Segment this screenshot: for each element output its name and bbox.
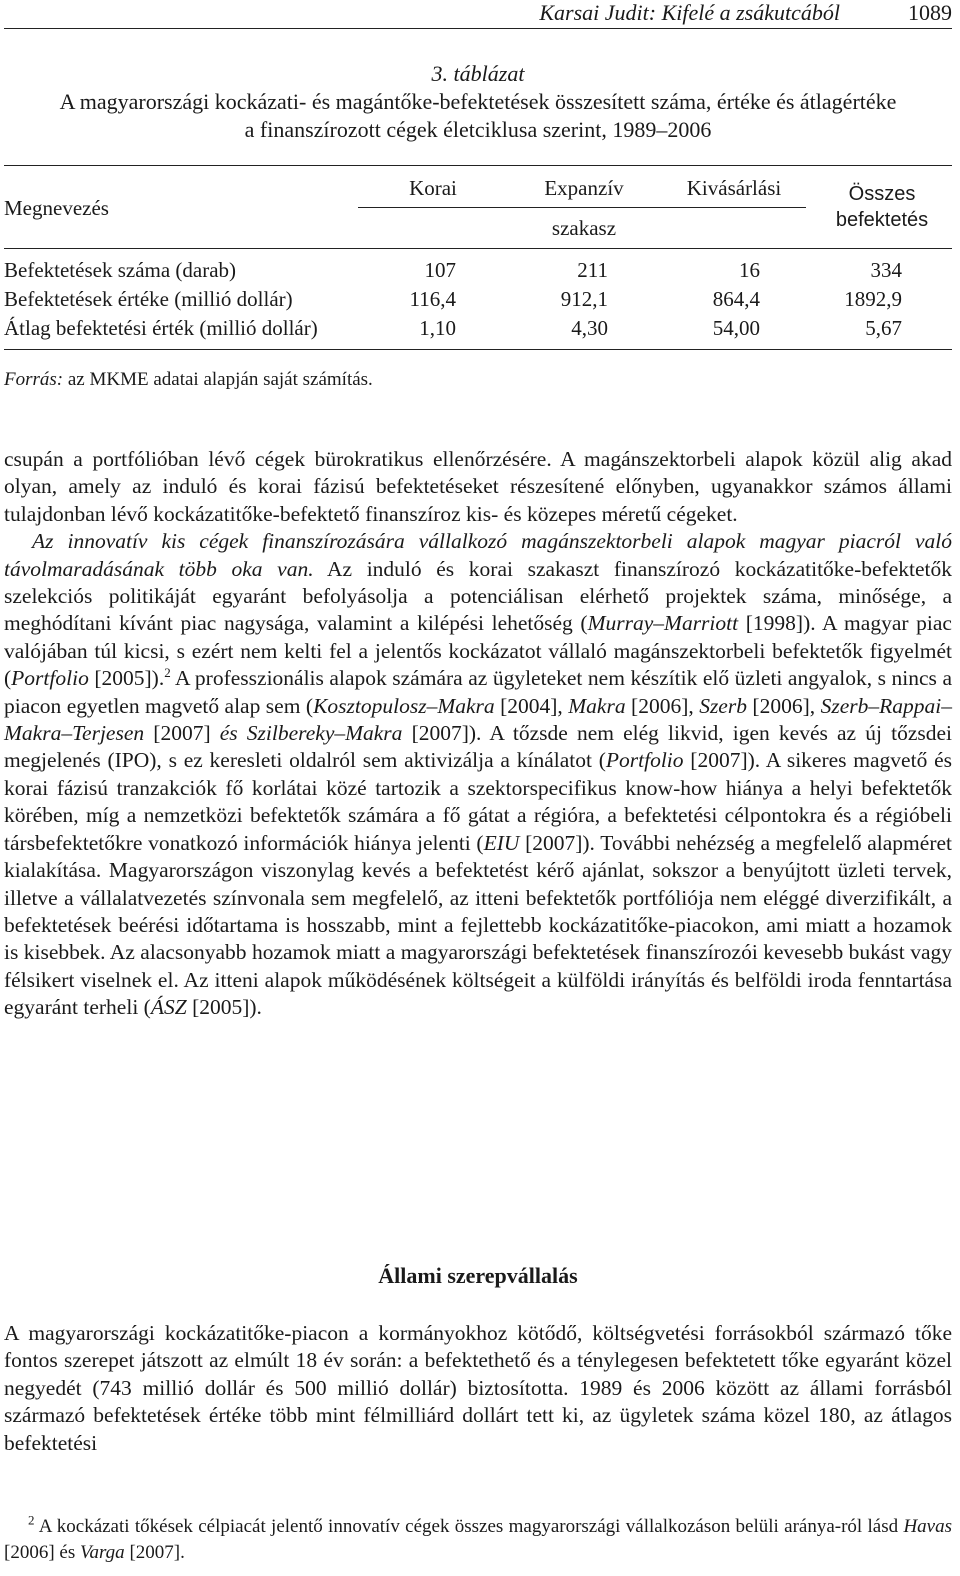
header-stage: szakasz bbox=[551, 216, 617, 240]
row-1-early: 107 bbox=[424, 258, 456, 282]
table-caption bbox=[4, 60, 952, 144]
paragraph-2-text: [2005]). bbox=[88, 666, 165, 691]
row-3-buyout: 54,00 bbox=[712, 316, 760, 340]
footnote-reference: 2 bbox=[164, 665, 171, 681]
row-3-total: 5,67 bbox=[865, 316, 902, 340]
row-1-expansion: 211 bbox=[577, 258, 608, 282]
row-1-label: Befektetések száma (darab) bbox=[4, 258, 237, 282]
page-number: 1089 bbox=[908, 0, 952, 25]
citation: Havas bbox=[903, 1516, 952, 1537]
header-expansion: Expanzív bbox=[544, 176, 624, 200]
row-3-early: 1,10 bbox=[419, 316, 456, 340]
header-early: Korai bbox=[409, 176, 457, 200]
row-3-expansion: 4,30 bbox=[571, 316, 608, 340]
row-1-total: 334 bbox=[870, 258, 902, 282]
row-2-total: 1892,9 bbox=[844, 287, 902, 311]
paragraph-2-text: [2007] bbox=[144, 721, 220, 746]
paragraph-2-text: [2004], bbox=[494, 693, 569, 718]
paragraph-2-text: [2005]). bbox=[186, 995, 262, 1020]
paragraph-2-text: [2007]). A sikeres magvető és korai fázisú tranzakciók fő korlátai közé tartozik a szektorspecifikus know-how hiánya a helyi befektetők körében, míg a nemzetközi befektetők számára a fő gátat a régióra, a befektetési célpontokra és a régióbeli társbefektetőkre vonatkozó információk hiánya jelenti ( bbox=[4, 748, 952, 855]
row-2-label: Befektetések értéke (millió dollár) bbox=[4, 287, 293, 311]
citation: Szerb–Rappai–Makra–Terjesen bbox=[4, 693, 952, 746]
paragraph-2 bbox=[4, 528, 952, 1021]
section-text bbox=[4, 1320, 952, 1457]
footnote-text bbox=[4, 1514, 952, 1566]
section-heading: Állami szerepvállalás bbox=[378, 1263, 578, 1288]
paragraph-2-text: Az induló és korai szakaszt finanszírozó kockázatitőke-befektetők szelekciós politikáját egyaránt befolyásolja a potenciálisan elérhető projektek száma, minősége, a meghódítani kívánt piac nagysága, valamint a kilépési lehetőség ( bbox=[4, 556, 952, 636]
row-3-label: Átlag befektetési érték (millió dollár) bbox=[4, 316, 318, 340]
paragraph-2-text: [1998]). A magyar piac valójában túl kicsi, s ezért nem kelti fel a jelentős kockázatot vállaló magánszektorbeli befektetők figyelmét ( bbox=[4, 611, 952, 691]
citation: Makra bbox=[568, 693, 626, 718]
paragraph-2-text: [2006], bbox=[625, 693, 700, 718]
header-total-line-1: Összes bbox=[848, 183, 916, 205]
running-title: Karsai Judit: Kifelé a zsákutcából bbox=[539, 0, 840, 25]
paragraph-2-text: [2007]). További nehézség a megfelelő alapméret kialakítása. Magyarországon viszonylag kevés a befektetést kérő ajánlat, sokszor a benyújtott üzleti tervek, illetve a vállalatvezetés színvonala sem megfelelő, az itteni befektetők portfóliója nem eléggé diverzifikált, a befektetések beérési időtartama is hosszabb, mint a fejlettebb kockázatitőke-piacokon, ami miatt a hozamok is kisebbek. Az alacsonyabb hozamok miatt a magyarországi befektetések finanszírozói kevesebb bukást vagy félsikert viselnek el. Az itteni alapok működésének költségeit a külföldi irányítás és belföldi iroda fenntartása egyaránt terheli ( bbox=[4, 830, 953, 1020]
paragraph-2-text: [2007]). A tőzsde nem elég likvid, igen kevés az új tőzsdei megjelenés (IPO), s ez keresleti oldalról sem aktivizálja a kínálatot ( bbox=[4, 721, 952, 773]
table-caption-line-1: A magyarországi kockázati- és magántőke-befektetések összesített száma, értéke és átlagértéke bbox=[59, 89, 897, 114]
row-2-expansion: 912,1 bbox=[560, 287, 608, 311]
paragraph-2-text: [2006], bbox=[746, 693, 821, 718]
citation: Kosztopulosz–Makra bbox=[313, 693, 495, 718]
section-paragraph-1: A magyarországi kockázatitőke-piacon a kormányokhoz kötődő, költségvetési forrásokból származó tőke fontos szerepet játszott az elmúlt 18 év során: a befektethető és a ténylegesen befektetett tőke egyaránt közel negyedét (743 millió dollár és 500 millió dollár) biztosította. 1989 és 2006 között az állami forrásból származó befektetések értéke több mint félmilliárd dollárt tett ki, az ügyletek száma közel 180, az átlagos befektetési bbox=[4, 1321, 952, 1455]
footnote-segment: [2006] és bbox=[4, 1542, 80, 1563]
footnote-mark: 2 bbox=[28, 1512, 35, 1528]
citation: Varga bbox=[79, 1542, 125, 1563]
row-1-buyout: 16 bbox=[739, 258, 760, 282]
citation: EIU bbox=[483, 830, 520, 855]
header-buyout: Kivásárlási bbox=[686, 176, 782, 200]
table-caption-line-2: a finanszírozott cégek életciklusa szerint, 1989–2006 bbox=[244, 117, 712, 142]
citation: és Szilbereky–Makra bbox=[219, 721, 403, 746]
source-text: az MKME adatai alapján saját számítás. bbox=[63, 369, 373, 390]
citation: Portfolio bbox=[11, 666, 89, 691]
body-text bbox=[4, 446, 952, 1022]
header-name: Megnevezés bbox=[4, 196, 109, 220]
citation: Murray–Marriott bbox=[587, 611, 739, 636]
stage-rule bbox=[358, 207, 806, 208]
footnote-segment: A kockázati tőkések célpiacát jelentő innovatív cégek összes magyarországi vállalkozáson belüli aránya-ról lásd bbox=[34, 1516, 904, 1537]
row-2-buyout: 864,4 bbox=[712, 287, 760, 311]
citation: ÁSZ bbox=[150, 995, 187, 1020]
table-bottom-rule bbox=[4, 349, 952, 350]
running-header bbox=[4, 0, 952, 29]
header-total-line-2: befektetés bbox=[835, 209, 929, 231]
citation: Szerb bbox=[699, 693, 747, 718]
table-source bbox=[4, 368, 373, 392]
header-bottom-rule bbox=[4, 248, 952, 249]
footnote-segment: [2007]. bbox=[124, 1542, 185, 1563]
row-2-early: 116,4 bbox=[409, 287, 456, 311]
paragraph-1: csupán a portfólióban lévő cégek bürokratikus ellenőrzésére. A magánszektorbeli alapok közül alig akad olyan, amely az induló és korai fázisú befektetéseket részesítené előnyben, ugyanakkor számos állami tulajdonban lévő kockázatitőke-befektető finanszíroz kis- és közepes méretű cégeket. bbox=[4, 447, 952, 526]
source-label: Forrás: bbox=[4, 369, 64, 390]
table-top-rule bbox=[4, 165, 952, 166]
paragraph-2-italic-lead: Az innovatív kis cégek finanszírozására vállalkozó magánszektorbeli alapok magyar piacról való távolmaradásának több oka van. bbox=[4, 529, 952, 581]
footnote bbox=[4, 1514, 952, 1566]
citation: Portfolio bbox=[605, 748, 684, 773]
paragraph-2-text: A professzionális alapok számára az ügyleteket nem készítik elő üzleti angyalok, s nincs a piacon egyetlen magvető alap sem ( bbox=[4, 666, 953, 718]
table-label: 3. táblázat bbox=[431, 61, 525, 86]
